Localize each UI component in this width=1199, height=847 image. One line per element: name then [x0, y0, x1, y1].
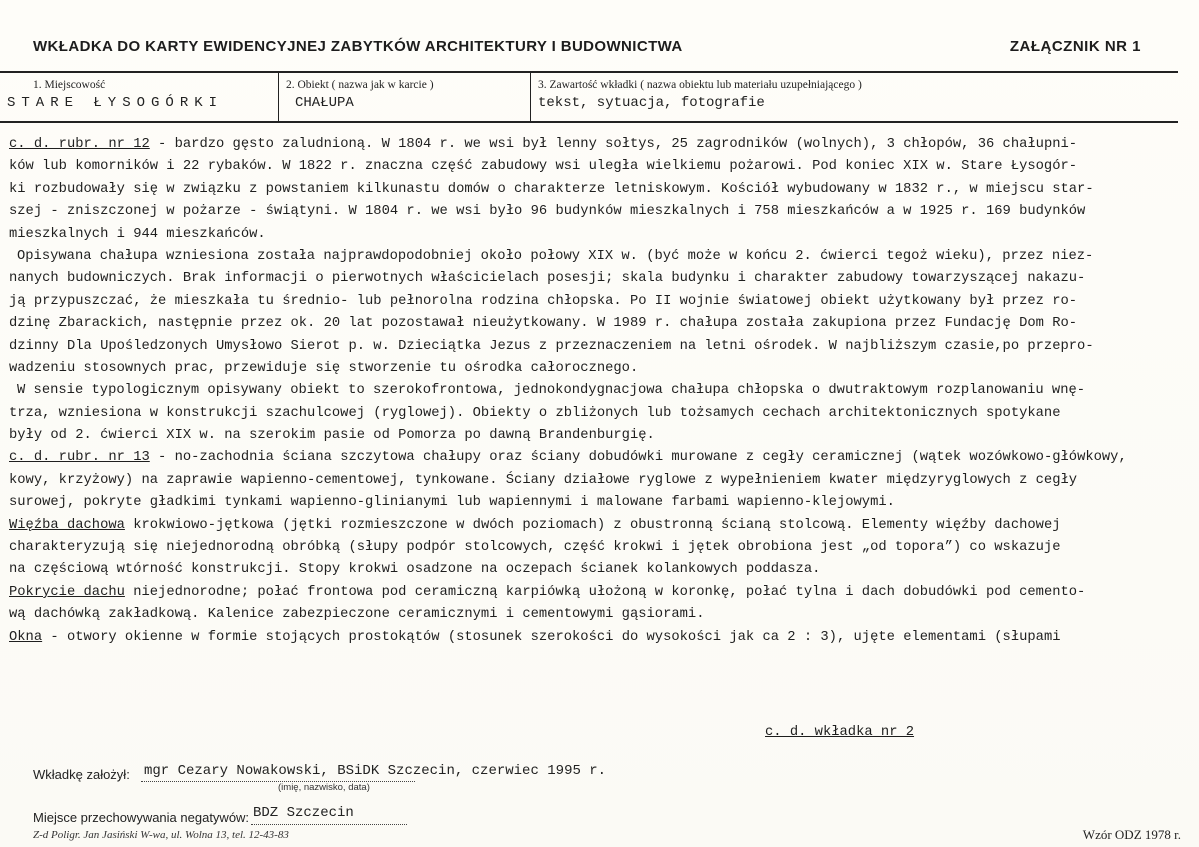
description-text	[9, 134, 1195, 649]
section-heading: c. d. rubr. nr 13	[9, 450, 150, 466]
object-label: 2. Obiekt ( nazwa jak w karcie )	[286, 79, 434, 91]
section-heading: Więźba dachowa	[9, 517, 125, 533]
section-heading: c. d. rubr. nr 12	[9, 137, 150, 152]
text-line: ki rozbudowały się w związku z powstaniem kilkunastu domów o charakterze letniskowym. Kościół wybudowany w 1832 r., w miejscu star-	[9, 181, 1094, 197]
text-span: niejednorodne; połać frontowa pod ceramiczną karpiówką ułożoną w koronkę, połać tylna i dach dobudówki pod cemento-	[124, 584, 1086, 600]
text-line: mieszkalnych i 944 mieszkańców.	[9, 226, 266, 242]
continuation-note: c. d. wkładka nr 2	[765, 725, 915, 740]
text-line: wadzeniu stosownych prac, przewiduje się stworzenie tu ośrodka całorocznego.	[9, 360, 639, 376]
text-span: - otwory okienne w formie stojących prostokątów (stosunek szerokości do wysokości jak ca 2 : 3), ujęte elementami (słupami	[42, 629, 1061, 645]
section-heading: Pokrycie dachu	[9, 584, 125, 600]
locality-label: 1. Miejscowość	[33, 79, 106, 91]
text-line	[9, 582, 1195, 604]
negatives-value: BDZ Szczecin	[253, 805, 354, 821]
column-divider	[278, 73, 279, 121]
text-line: ków lub komorników i 22 rybaków. W 1822 r. znaczna część zabudowy wsi uległa wielkiemu pożarowi. Pod koniec XIX w. Stare Łysogór-	[9, 159, 1078, 175]
header-rule-top	[0, 71, 1178, 73]
header-rule-bottom	[0, 121, 1178, 123]
contents-value: tekst, sytuacja, fotografie	[538, 95, 765, 111]
printer-imprint: Z-d Poligr. Jan Jasiński W-wa, ul. Wolna 13, tel. 12-43-83	[33, 829, 289, 841]
column-divider	[530, 73, 531, 121]
text-line	[9, 134, 1195, 156]
form-title: WKŁADKA DO KARTY EWIDENCYJNEJ ZABYTKÓW ARCHITEKTURY I BUDOWNICTWA	[33, 38, 683, 55]
text-line: kowy, krzyżowy) na zaprawie wapienno-cementowej, tynkowane. Ściany działowe ryglowe z wypełnieniem kwater międzyryglowych z cegły	[9, 472, 1078, 488]
text-line: szej - zniszczonej w pożarze - świątyni. W 1804 r. we wsi było 96 budynków mieszkalnych i 758 mieszkańców a w 1925 r. 169 budynków	[9, 204, 1086, 220]
text-line: Opisywana chałupa wzniesiona została najprawdopodobniej około połowy XIX w. (być może w końcu 2. ćwierci tegoż wieku), przez niez-	[17, 248, 1094, 264]
form-model: Wzór ODZ 1978 r.	[1082, 827, 1181, 842]
negatives-label: Miejsce przechowywania negatywów:	[33, 810, 250, 825]
section-heading: Okna	[9, 629, 43, 645]
text-span: - bardzo gęsto zaludnioną. W 1804 r. we wsi był lenny sołtys, 25 zagrodników (wolnych), 3 chłopów, 36 chałupni-	[149, 137, 1078, 152]
text-line: na częściową wtórność konstrukcji. Stopy krokwi osadzone na oczepach ścianek kolankowych poddasza.	[9, 562, 821, 578]
text-line	[9, 447, 1195, 469]
author-value: mgr Cezary Nowakowski, BSiDK Szczecin, czerwiec 1995 r.	[144, 763, 607, 779]
object-value: CHAŁUPA	[295, 95, 354, 111]
text-line: były od 2. ćwierci XIX w. na szerokim pasie od Pomorza po dawną Brandenburgię.	[9, 428, 655, 444]
text-line	[9, 627, 1195, 649]
text-line: wą dachówką zakładkową. Kalenice zabezpieczone ceramicznymi i cementowymi gąsiorami.	[9, 607, 705, 623]
contents-label: 3. Zawartość wkładki ( nazwa obiektu lub materiału uzupełniającego )	[538, 79, 862, 91]
text-line	[9, 515, 1195, 537]
text-span: krokwiowo-jętkowa (jętki rozmieszczone w dwóch poziomach) z obustronną ścianą stolcową. Elementy więźby dachowej	[124, 517, 1061, 533]
author-hint: (imię, nazwisko, data)	[278, 782, 370, 793]
author-label: Wkładkę założył:	[33, 767, 130, 782]
annex-number: ZAŁĄCZNIK NR 1	[1009, 38, 1141, 55]
text-line: charakteryzują się niejednorodną obróbką (słupy podpór stolcowych, część krokwi i jętek obrobiona jest „od topora”) co wskazuje	[9, 540, 1061, 556]
text-line: surowej, pokryte gładkimi tynkami wapienno-glinianymi lub wapiennymi i malowane farbami wapienno-klejowymi.	[9, 495, 895, 511]
locality-value: STARE ŁYSOGÓRKI	[7, 95, 224, 111]
text-line: nanych budowniczych. Brak informacji o pierwotnych właścicielach posesji; skala budynku i charakter zabudowy towarzyszącej nakazu-	[9, 271, 1086, 287]
text-line: dzinny Dla Upośledzonych Umysłowo Sierot p. w. Dzieciątka Jezus z przeznaczeniem na letni ośrodek. W najbliższym czasie,po przepro-	[9, 338, 1094, 354]
text-line: dzinę Zbarackich, następnie przez ok. 20 lat pozostawał nieużytkowany. W 1989 r. chałupa została zakupiona przez Fundację Dom Ro-	[9, 316, 1078, 332]
text-line: ją przypuszczać, że mieszkała tu średnio- lub pełnorolna rodzina chłopska. Po II wojnie światowej obiekt użytkowany był przez ro-	[9, 293, 1078, 309]
text-span: - no-zachodnia ściana szczytowa chałupy oraz ściany dobudówki murowane z cegły ceramicznej (wątek wozówkowo-główkowy,	[149, 450, 1127, 466]
text-line: W sensie typologicznym opisywany obiekt to szerokofrontowa, jednokondygnacjowa chałupa chłopska o dwutraktowym rozplanowaniu wnę-	[17, 383, 1086, 399]
text-line: trza, wzniesiona w konstrukcji szachulcowej (ryglowej). Obiekty o zbliżonych lub tożsamych cechach architektonicznych spotykane	[9, 405, 1061, 421]
negatives-dotted-line	[251, 824, 407, 825]
